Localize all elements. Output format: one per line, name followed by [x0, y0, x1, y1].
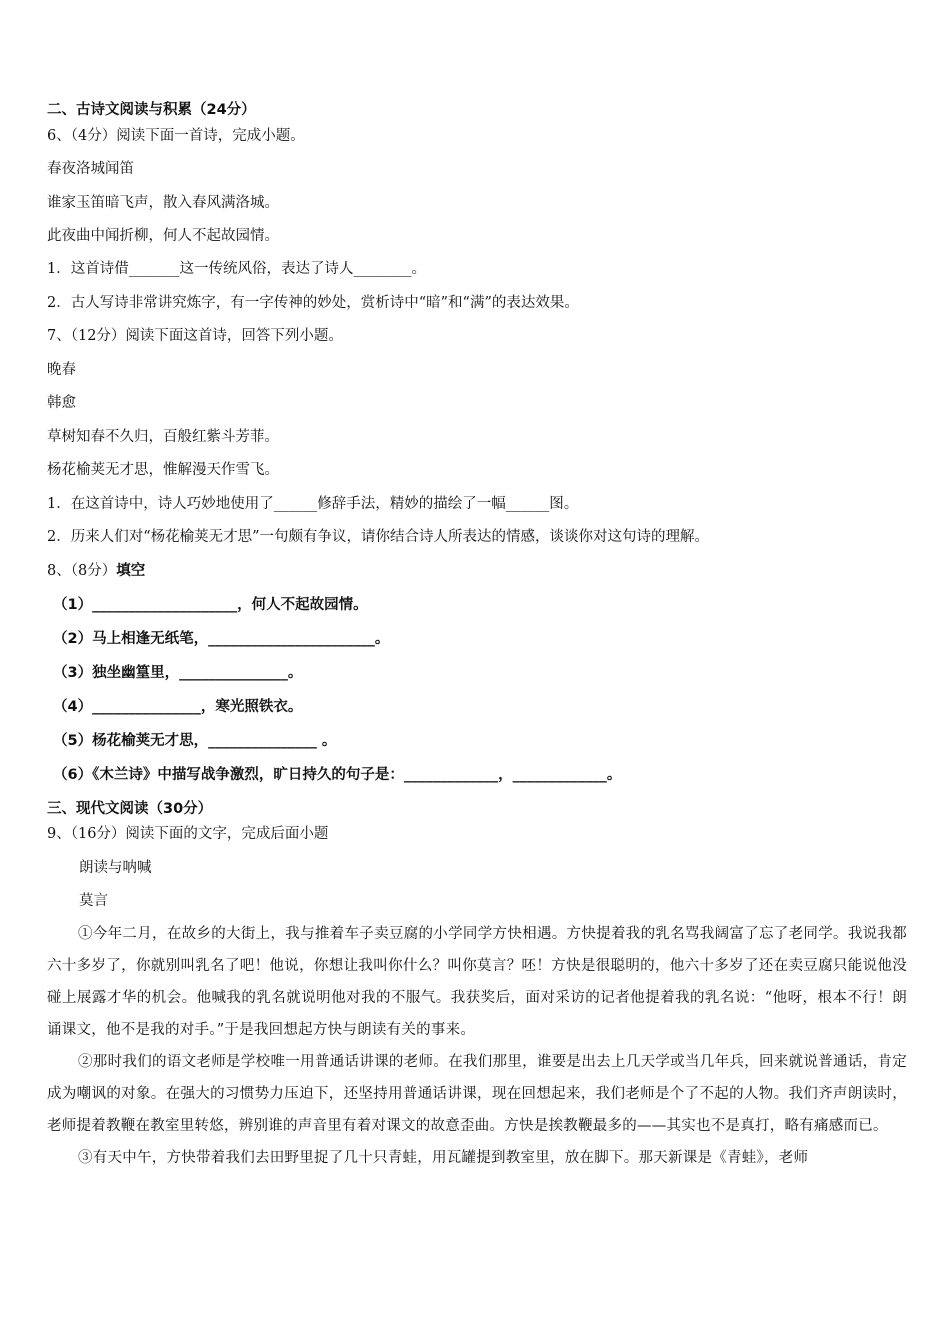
section-heading-classical: 二、古诗文阅读与积累（24分） — [47, 102, 256, 118]
section-heading-modern: 三、现代文阅读（30分） — [47, 801, 213, 817]
article-body — [47, 918, 907, 1174]
poem-verse: 杨花榆荚无才思，惟解漫天作雪飞。 — [47, 462, 279, 478]
poem-verse: 草树知春不久归，百般红紫斗芳菲。 — [47, 429, 279, 445]
article-paragraph: ②那时我们的语文老师是学校唯一用普通话讲课的老师。在我们那里，谁要是出去上几天学或当几年兵，回来就说普通话，肯定成为嘲讽的对象。在强大的习惯势力压迫下，还坚持用普通话讲课，现在回想起来，我们老师是个了不起的人物。我们齐声朗读时，老师提着教鞭在教室里转悠，辨别谁的声音里有着对课文的故意歪曲。方快是挨教鞭最多的——其实也不是真打，略有痛感而已。 — [47, 1054, 907, 1134]
poem-verse: 此夜曲中闻折柳，何人不起故园情。 — [47, 228, 279, 244]
poem-title: 春夜洛城闻笛 — [47, 161, 134, 177]
question-8-prompt — [47, 561, 145, 581]
fill-blank-item: （4）_______________，寒光照铁衣。 — [53, 699, 303, 715]
question-9-prompt: 9、（16分）阅读下面的文字，完成后面小题 — [47, 826, 329, 842]
question-6-prompt: 6、（4分）阅读下面一首诗，完成小题。 — [47, 128, 305, 144]
fill-blank-item: （5）杨花榆荚无才思，_______________ 。 — [53, 733, 337, 749]
question-8-label: 填空 — [116, 563, 146, 579]
fill-blank-item: （6）《木兰诗》中描写战争激烈，旷日持久的句子是：_____________，_____________。 — [53, 767, 622, 783]
sub-question: 2．古人写诗非常讲究炼字，有一字传神的妙处，赏析诗中“暗”和“满”的表达效果。 — [47, 295, 579, 311]
poem-verse: 谁家玉笛暗飞声，散入春风满洛城。 — [47, 195, 279, 211]
poem-title: 晚春 — [47, 362, 76, 378]
article-title: 朗读与呐喊 — [79, 860, 152, 876]
fill-blank-item: （2）马上相逢无纸笔，_______________________。 — [53, 631, 390, 647]
question-8-number: 8、（8分） — [47, 563, 117, 579]
fill-blank-item: （3）独坐幽篁里，_______________。 — [53, 665, 303, 681]
article-author: 莫言 — [79, 893, 108, 909]
article-paragraph: ③有天中午，方快带着我们去田野里捉了几十只青蛙，用瓦罐提到教室里，放在脚下。那天新课是《青蛙》，老师 — [78, 1150, 809, 1166]
question-7-prompt: 7、（12分）阅读下面这首诗，回答下列小题。 — [47, 328, 343, 344]
sub-question: 2．历来人们对“杨花榆荚无才思”一句颇有争议，请你结合诗人所表达的情感，谈谈你对这句诗的理解。 — [47, 529, 710, 545]
sub-question: 1．这首诗借_______这一传统风俗，表达了诗人________。 — [47, 261, 426, 277]
poem-author: 韩愈 — [47, 395, 76, 411]
article-paragraph: ①今年二月，在故乡的大街上，我与推着车子卖豆腐的小学同学方快相遇。方快提着我的乳名骂我阔富了忘了老同学。我说我都六十多岁了，你就别叫乳名了吧！他说，你想让我叫你什么？叫你莫言？呸！方快是很聪明的，他六十多岁了还在卖豆腐只能说他没碰上展露才华的机会。他喊我的乳名就说明他对我的不服气。我获奖后，面对采访的记者他提着我的乳名说：“他呀，根本不行！朗诵课文，他不是我的对手。”于是我回想起方快与朗读有关的事来。 — [47, 926, 907, 1038]
sub-question: 1．在这首诗中，诗人巧妙地使用了______修辞手法，精妙的描绘了一幅______图。 — [47, 496, 579, 512]
fill-blank-item: （1）____________________，何人不起故园情。 — [53, 597, 368, 613]
